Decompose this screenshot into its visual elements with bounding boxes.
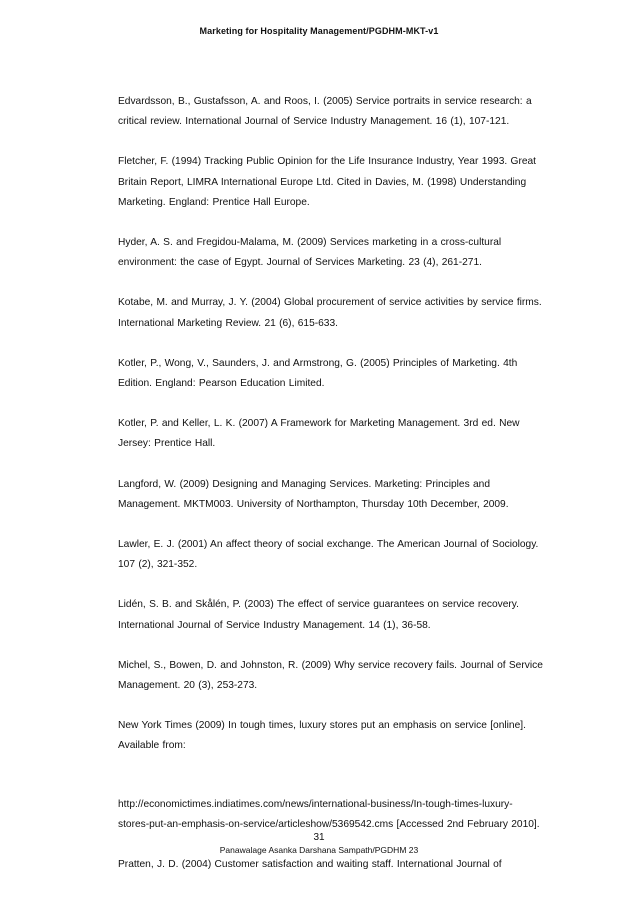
reference-entry: Kotabe, M. and Murray, J. Y. (2004) Global procurement of service activities by service firms. International Marketing Review. 21 (6), 615-633. xyxy=(118,297,542,329)
reference-list xyxy=(118,92,564,895)
reference-entry: Hyder, A. S. and Fregidou-Malama, M. (2009) Services marketing in a cross-cultural environment: the case of Egypt. Journal of Services Marketing. 23 (4), 261-271. xyxy=(118,237,502,269)
page-footer: Panawalage Asanka Darshana Sampath/PGDHM 23 xyxy=(219,845,419,855)
reference-entry: Langford, W. (2009) Designing and Managing Services. Marketing: Principles and Management. MKTM003. University of Northampton, Thursday 10th December, 2009. xyxy=(118,478,509,510)
page-header: Marketing for Hospitality Management/PGDHM-MKT-v1 xyxy=(199,26,439,36)
reference-entry: Kotler, P. and Keller, L. K. (2007) A Framework for Marketing Management. 3rd ed. New Jersey: Prentice Hall. xyxy=(118,418,520,450)
reference-entry: Lawler, E. J. (2001) An affect theory of social exchange. The American Journal of Sociology. 107 (2), 321-352. xyxy=(118,539,539,571)
reference-entry: Michel, S., Bowen, D. and Johnston, R. (2009) Why service recovery fails. Journal of Service Management. 20 (3), 253-273. xyxy=(118,659,543,692)
reference-entry: Fletcher, F. (1994) Tracking Public Opinion for the Life Insurance Industry, Year 1993. Great Britain Report, LIMRA International Europe Ltd. Cited in Davies, M. (1998) Understanding Marketing. England: Prentice Hall Europe. xyxy=(118,156,536,208)
reference-url[interactable]: http://economictimes.indiatimes.com/news/international-business/In-tough-times-luxury- stores-put-an-emphasis-on-service/articleshow/5369542.cms [Accessed 2nd February 2010]. xyxy=(118,798,540,830)
reference-entry: Kotler, P., Wong, V., Saunders, J. and Armstrong, G. (2005) Principles of Marketing. 4th Edition. England: Pearson Education Limited. xyxy=(118,357,518,390)
reference-entry: Lidén, S. B. and Skålén, P. (2003) The effect of service guarantees on service recovery. International Journal of Service Industry Management. 14 (1), 36-58. xyxy=(118,599,519,631)
reference-entry: Pratten, J. D. (2004) Customer satisfaction and waiting staff. International Journal of xyxy=(118,859,502,871)
reference-entry: Edvardsson, B., Gustafsson, A. and Roos, I. (2005) Service portraits in service research: a critical review. International Journal of Service Industry Management. 16 (1), 107-121. xyxy=(118,96,532,128)
reference-entry: New York Times (2009) In tough times, luxury stores put an emphasis on service [online]. Available from: xyxy=(118,720,526,752)
page-number: 31 xyxy=(313,832,325,843)
